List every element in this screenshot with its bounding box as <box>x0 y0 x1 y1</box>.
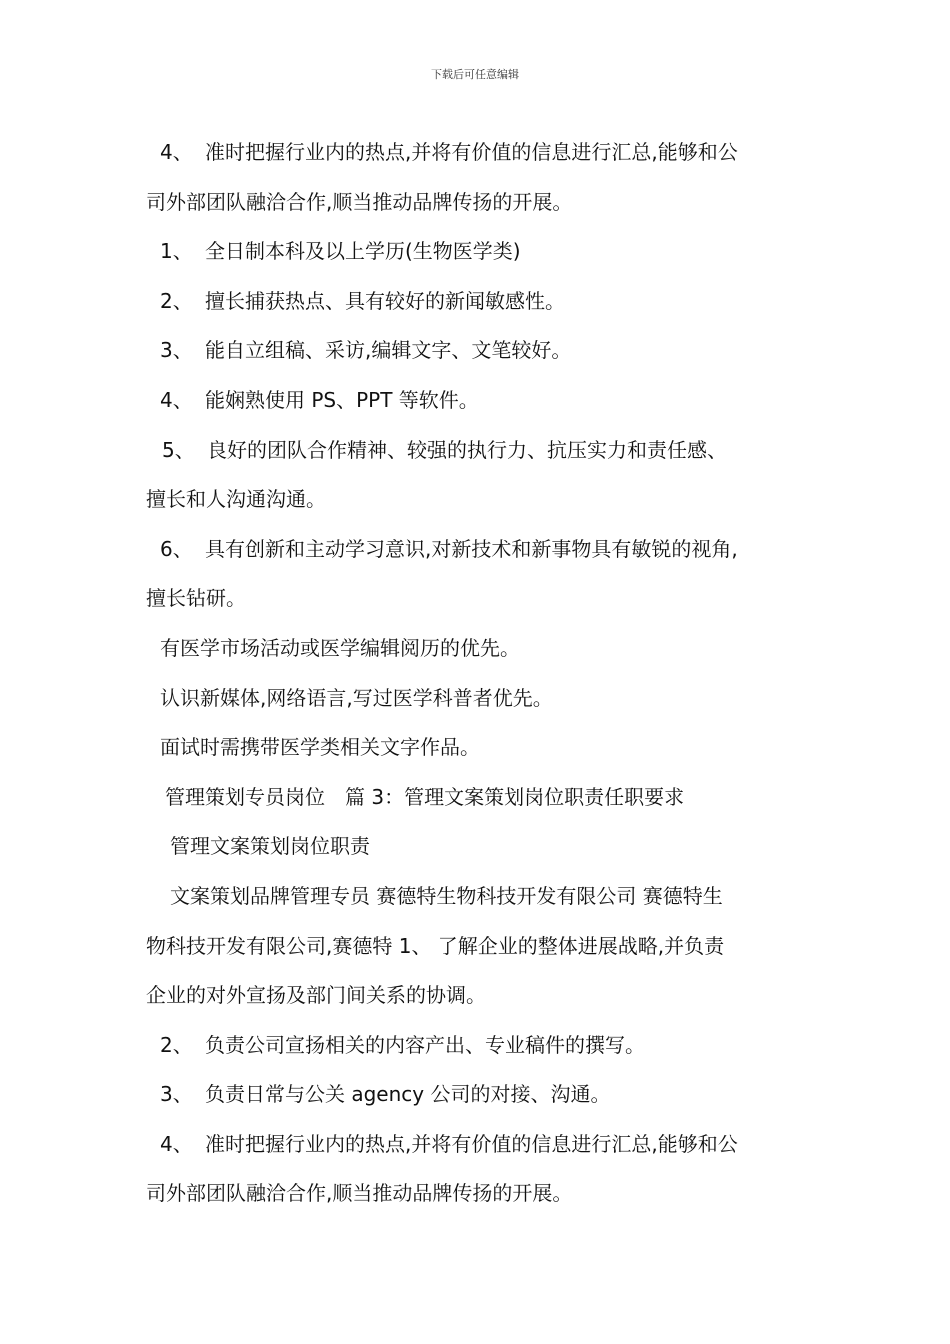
list-number: 3、 <box>160 338 193 363</box>
list-text: 准时把握行业内的热点,并将有价值的信息进行汇总,能够和公 <box>205 140 738 164</box>
list-item <box>146 128 808 178</box>
list-number: 1、 <box>160 239 193 264</box>
section-heading: 管理策划专员岗位 篇 3：管理文案策划岗位职责任职要求 <box>165 784 685 809</box>
list-number: 6、 <box>160 536 193 561</box>
list-item <box>146 277 808 327</box>
list-item <box>146 1120 808 1170</box>
list-number: 5、 <box>162 437 195 462</box>
list-item <box>146 376 808 426</box>
list-item <box>146 326 808 376</box>
paragraph-line: 面试时需携带医学类相关文字作品。 <box>160 735 480 760</box>
paragraph-line: 企业的对外宣扬及部门间关系的协调。 <box>146 983 486 1008</box>
section-subheading: 管理文案策划岗位职责 <box>170 834 370 859</box>
document-body <box>146 128 808 1219</box>
paragraph-line: 司外部团队融洽合作,顺当推动品牌传扬的开展。 <box>146 189 573 214</box>
paragraph-line: 司外部团队融洽合作,顺当推动品牌传扬的开展。 <box>146 1181 573 1206</box>
list-number: 4、 <box>160 140 193 164</box>
list-number: 2、 <box>160 288 193 313</box>
paragraph-line: 认识新媒体,网络语言,写过医学科普者优先。 <box>160 685 553 710</box>
paragraph-line: 物科技开发有限公司,赛德特 1、 了解企业的整体进展战略,并负责 <box>146 933 725 958</box>
paragraph-line: 文案策划品牌管理专员 赛德特生物科技开发有限公司 赛德特生 <box>170 883 723 908</box>
list-text: 准时把握行业内的热点,并将有价值的信息进行汇总,能够和公 <box>205 1131 738 1156</box>
list-number: 4、 <box>160 1131 193 1156</box>
list-item <box>146 525 808 575</box>
list-text: 良好的团队合作精神、较强的执行力、抗压实力和责任感、 <box>207 437 727 462</box>
paragraph-line: 有医学市场活动或医学编辑阅历的优先。 <box>160 635 520 660</box>
list-text: 能自立组稿、采访,编辑文字、文笔较好。 <box>205 338 572 363</box>
paragraph-line: 擅长和人沟通沟通。 <box>146 487 326 512</box>
list-text: 能娴熟使用 PS、PPT 等软件。 <box>205 387 479 412</box>
list-text: 负责日常与公关 agency 公司的对接、沟通。 <box>205 1082 611 1107</box>
list-item <box>146 1070 808 1120</box>
list-number: 2、 <box>160 1032 193 1057</box>
list-item <box>146 1021 808 1071</box>
page-header: 下载后可任意编辑 <box>431 68 519 81</box>
paragraph-line: 擅长钻研。 <box>146 586 246 611</box>
list-item <box>146 227 808 277</box>
list-text: 擅长捕获热点、具有较好的新闻敏感性。 <box>205 288 565 313</box>
list-text: 具有创新和主动学习意识,对新技术和新事物具有敏锐的视角, <box>205 536 738 561</box>
list-number: 4、 <box>160 387 193 412</box>
list-text: 负责公司宣扬相关的内容产出、专业稿件的撰写。 <box>205 1032 645 1057</box>
list-text: 全日制本科及以上学历(生物医学类) <box>205 239 521 264</box>
list-item <box>146 426 808 476</box>
list-number: 3、 <box>160 1082 193 1107</box>
